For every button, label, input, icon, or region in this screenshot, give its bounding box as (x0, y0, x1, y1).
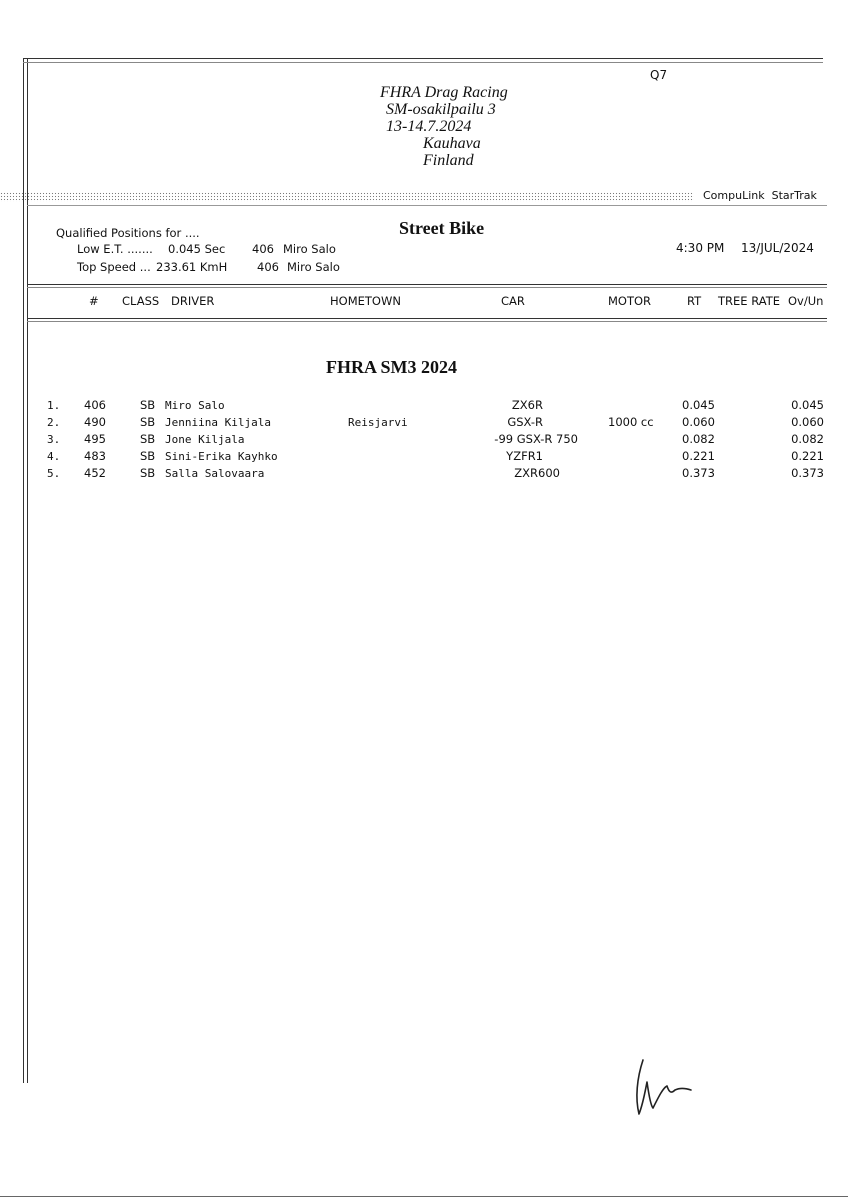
row-ovun: 0.045 (791, 398, 824, 412)
row-ovun: 0.060 (791, 415, 824, 429)
row-position: 2. (47, 416, 61, 429)
low-et-label: Low E.T. ....... (77, 242, 153, 256)
class-title: Street Bike (399, 218, 485, 238)
header-dotted-band (0, 192, 694, 202)
row-car: GSX-R (507, 415, 543, 429)
row-position: 1. (47, 399, 61, 412)
report-time: 4:30 PM (676, 241, 725, 255)
row-number: 490 (84, 415, 106, 429)
row-position: 4. (47, 450, 61, 463)
row-driver: Jone Kiljala (165, 433, 245, 446)
col-driver-header: DRIVER (171, 294, 215, 308)
row-position: 3. (47, 433, 61, 446)
row-hometown: Reisjarvi (348, 416, 408, 429)
row-rt: 0.045 (682, 398, 715, 412)
top-border-2 (23, 62, 823, 63)
event-title: FHRA Drag Racing (380, 84, 508, 101)
row-rt: 0.221 (682, 449, 715, 463)
report-code: Q7 (650, 68, 668, 82)
row-ovun: 0.082 (791, 432, 824, 446)
col-tree-rate-header: TREE RATE (718, 294, 780, 308)
handwritten-signature (625, 1052, 705, 1124)
row-rt: 0.373 (682, 466, 715, 480)
low-et-driver: Miro Salo (283, 242, 336, 256)
qualified-label: Qualified Positions for .... (56, 226, 200, 240)
header-divider (27, 205, 827, 206)
bottom-border (0, 1196, 848, 1197)
row-number: 406 (84, 398, 106, 412)
top-speed-number: 406 (257, 260, 279, 274)
columns-bottom-line (27, 318, 827, 319)
low-et-value: 0.045 Sec (168, 242, 226, 256)
top-speed-driver: Miro Salo (287, 260, 340, 274)
event-dates: 13-14.7.2024 (386, 118, 472, 135)
top-border (23, 58, 823, 59)
row-number: 452 (84, 466, 106, 480)
event-country: Finland (423, 152, 474, 169)
row-rt: 0.060 (682, 415, 715, 429)
col-rt-header: RT (687, 294, 702, 308)
col-ovun-header: Ov/Un (788, 294, 824, 308)
row-class: SB (140, 398, 156, 412)
report-date: 13/JUL/2024 (741, 241, 814, 255)
software-label: CompuLink StarTrak (703, 189, 817, 202)
left-border-inner (27, 58, 28, 1083)
row-car: YZFR1 (506, 449, 543, 463)
col-car-header: CAR (501, 294, 525, 308)
col-hometown-header: HOMETOWN (330, 294, 401, 308)
row-class: SB (140, 466, 156, 480)
event-city: Kauhava (423, 135, 481, 152)
row-car: -99 GSX-R 750 (494, 432, 578, 446)
top-speed-value: 233.61 KmH (156, 260, 228, 274)
row-class: SB (140, 415, 156, 429)
row-motor: 1000 cc (608, 415, 654, 429)
row-ovun: 0.221 (791, 449, 824, 463)
event-subtitle: SM-osakilpailu 3 (386, 101, 496, 118)
col-motor-header: MOTOR (608, 294, 652, 308)
row-ovun: 0.373 (791, 466, 824, 480)
col-class-header: CLASS (122, 294, 160, 308)
row-car: ZX6R (511, 398, 543, 412)
row-position: 5. (47, 467, 61, 480)
row-car: ZXR600 (514, 466, 560, 480)
row-rt: 0.082 (682, 432, 715, 446)
row-number: 495 (84, 432, 106, 446)
row-class: SB (140, 449, 156, 463)
col-num-header: # (89, 294, 99, 308)
row-driver: Sini-Erika Kayhko (165, 450, 278, 463)
section-title: FHRA SM3 2024 (326, 357, 458, 377)
row-driver: Salla Salovaara (165, 467, 265, 480)
top-speed-label: Top Speed ... (77, 260, 151, 274)
row-class: SB (140, 432, 156, 446)
columns-top-line (27, 284, 827, 285)
row-driver: Jenniina Kiljala (165, 416, 271, 429)
row-driver: Miro Salo (165, 399, 225, 412)
low-et-number: 406 (252, 242, 274, 256)
columns-bottom-line-2 (27, 321, 827, 322)
columns-top-line-2 (27, 287, 827, 288)
row-number: 483 (84, 449, 106, 463)
left-border-outer (23, 58, 24, 1083)
